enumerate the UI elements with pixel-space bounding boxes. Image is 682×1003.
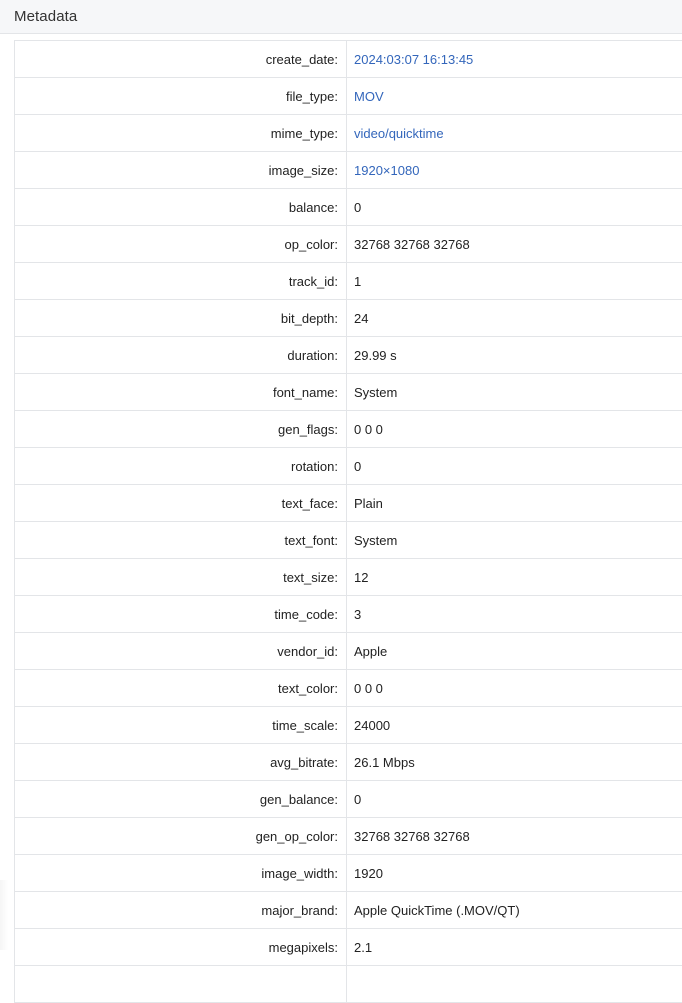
metadata-row — [15, 670, 682, 707]
metadata-row — [15, 78, 682, 115]
metadata-value: System — [347, 522, 682, 559]
metadata-value: 2.1 — [347, 929, 682, 966]
metadata-value: Apple QuickTime (.MOV/QT) — [347, 892, 682, 929]
metadata-value: 0 — [347, 448, 682, 485]
metadata-row — [15, 300, 682, 337]
metadata-value: 32768 32768 32768 — [347, 226, 682, 263]
metadata-row — [15, 411, 682, 448]
metadata-row — [15, 633, 682, 670]
metadata-value-link[interactable]: video/quicktime — [347, 115, 682, 152]
metadata-table-body — [15, 41, 682, 1003]
metadata-key: op_color: — [15, 226, 347, 263]
metadata-row — [15, 707, 682, 744]
panel-header — [0, 0, 682, 34]
panel-title: Metadata — [14, 8, 77, 25]
metadata-row — [15, 374, 682, 411]
metadata-key: bit_depth: — [15, 300, 347, 337]
metadata-key: major_brand: — [15, 892, 347, 929]
metadata-key: text_face: — [15, 485, 347, 522]
metadata-row — [15, 448, 682, 485]
metadata-row — [15, 485, 682, 522]
metadata-value-link[interactable]: 1920×1080 — [347, 152, 682, 189]
metadata-value: 0 — [347, 189, 682, 226]
metadata-key: track_id: — [15, 263, 347, 300]
metadata-row — [15, 522, 682, 559]
metadata-row — [15, 929, 682, 966]
metadata-key: duration: — [15, 337, 347, 374]
metadata-value: 24 — [347, 300, 682, 337]
metadata-row — [15, 189, 682, 226]
metadata-key: font_name: — [15, 374, 347, 411]
metadata-key: gen_flags: — [15, 411, 347, 448]
metadata-value-link[interactable]: MOV — [347, 78, 682, 115]
metadata-key: image_size: — [15, 152, 347, 189]
metadata-value: 24000 — [347, 707, 682, 744]
metadata-value-link[interactable]: 2024:03:07 16:13:45 — [347, 41, 682, 78]
left-edge-shadow — [0, 880, 8, 950]
metadata-row — [15, 41, 682, 78]
metadata-key: mime_type: — [15, 115, 347, 152]
metadata-row — [15, 781, 682, 818]
metadata-key: rotation: — [15, 448, 347, 485]
metadata-table — [14, 40, 682, 1003]
metadata-value: 1 — [347, 263, 682, 300]
metadata-row — [15, 559, 682, 596]
metadata-value: 0 0 0 — [347, 670, 682, 707]
metadata-value: 1920 — [347, 855, 682, 892]
metadata-key: text_font: — [15, 522, 347, 559]
metadata-key: create_date: — [15, 41, 347, 78]
metadata-key: balance: — [15, 189, 347, 226]
metadata-key: time_scale: — [15, 707, 347, 744]
metadata-key: megapixels: — [15, 929, 347, 966]
metadata-row — [15, 152, 682, 189]
metadata-row — [15, 337, 682, 374]
metadata-key: vendor_id: — [15, 633, 347, 670]
metadata-key — [15, 966, 347, 1003]
metadata-row — [15, 855, 682, 892]
metadata-key: avg_bitrate: — [15, 744, 347, 781]
metadata-value — [347, 966, 682, 1003]
metadata-row — [15, 892, 682, 929]
metadata-row — [15, 115, 682, 152]
metadata-key: text_size: — [15, 559, 347, 596]
metadata-row — [15, 744, 682, 781]
panel-body — [0, 34, 682, 1003]
metadata-value: 32768 32768 32768 — [347, 818, 682, 855]
metadata-value: 29.99 s — [347, 337, 682, 374]
metadata-key: gen_balance: — [15, 781, 347, 818]
metadata-value: Apple — [347, 633, 682, 670]
metadata-value: 0 0 0 — [347, 411, 682, 448]
metadata-row — [15, 263, 682, 300]
metadata-key: file_type: — [15, 78, 347, 115]
metadata-key: text_color: — [15, 670, 347, 707]
metadata-row — [15, 226, 682, 263]
metadata-key: time_code: — [15, 596, 347, 633]
metadata-value: Plain — [347, 485, 682, 522]
metadata-row — [15, 966, 682, 1003]
metadata-key: gen_op_color: — [15, 818, 347, 855]
metadata-value: System — [347, 374, 682, 411]
metadata-key: image_width: — [15, 855, 347, 892]
metadata-value: 26.1 Mbps — [347, 744, 682, 781]
metadata-row — [15, 818, 682, 855]
metadata-value: 3 — [347, 596, 682, 633]
metadata-value: 0 — [347, 781, 682, 818]
metadata-row — [15, 596, 682, 633]
metadata-value: 12 — [347, 559, 682, 596]
